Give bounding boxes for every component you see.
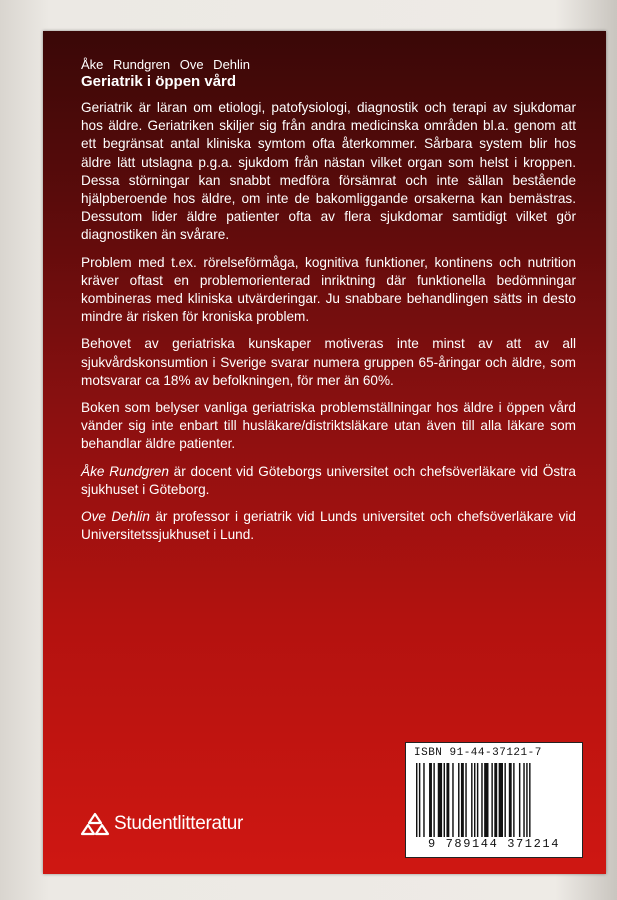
author-bio-text: är docent vid Göteborgs universitet och chefsöverläkare vid Östra sjukhuset i Göteborg. [81, 463, 576, 497]
barcode-bar [465, 763, 466, 837]
author-name: Åke Rundgren [81, 463, 169, 479]
authors: Åke Rundgren Ove Dehlin [81, 57, 251, 72]
paragraph-intro: Geriatrik är läran om etiologi, patofysiologi, diagnostik och terapi av sjukdomar hos äldre. Geriatriken skiljer sig från andra medicinska områden bl.a. genom att ett begränsat antal kliniska symtom ofta återkommer. Sårbara system blir hos äldre lätt utslagna p.g.a. sjukdom från nästan vilket organ som helst i kroppen. Dessa störningar kan snabbt medföra försämrat och inte sällan bestående hjälpberoende hos äldre, om inte de bakomliggande orsakerna kan bemästras. Dessutom lider äldre patienter ofta av flera sjukdomar samtidigt vilket gör diagnostiken än svårare. [81, 100, 576, 243]
barcode-bar [438, 763, 442, 837]
barcode-bar [519, 763, 520, 837]
barcode-bar [444, 763, 445, 837]
barcode-bar [471, 763, 472, 837]
studentlitteratur-logo-icon [80, 811, 110, 837]
back-cover [43, 31, 606, 874]
barcode-bar [484, 763, 488, 837]
author-bio-rundgren [81, 463, 576, 499]
barcode-bar [481, 763, 482, 837]
paragraph-audience: Boken som belyser vanliga geriatriska problemställningar hos äldre i öppen vård vänder sig inte enbart till husläkare/distriktsläkare utan även till alla läkare som behandlar äldre patienter. [81, 400, 576, 452]
barcode-bar [452, 763, 453, 837]
barcode-bar [458, 763, 459, 837]
barcode-bar [474, 763, 475, 837]
paragraph-need: Behovet av geriatriska kunskaper motiveras inte minst av att av all sjukvårdskonsumtion i Sverige svarar numera gruppen 65-åringar och äldre, som motsvarar ca 18% av befolkningen, för mer än 60%. [81, 336, 576, 388]
author-bio-text: är professor i geriatrik vid Lunds universitet och chefsöverläkare vid Universitetssjukhuset i Lund. [81, 509, 576, 543]
author-bio-dehlin [81, 508, 576, 544]
barcode-bar [446, 763, 449, 837]
barcode-bar [491, 763, 492, 837]
barcode-bar [529, 763, 530, 837]
barcode-bar [429, 763, 432, 837]
barcode-bar [509, 763, 512, 837]
publisher-mark [80, 811, 243, 837]
barcode-bar [504, 763, 505, 837]
isbn-barcode [405, 742, 583, 858]
barcode-bars [412, 763, 576, 837]
book-title: Geriatrik i öppen vård [81, 73, 237, 90]
barcode-bar [419, 763, 420, 837]
barcode-bar [513, 763, 514, 837]
publisher-name: Studentlitteratur [114, 813, 244, 834]
barcode-bar [523, 763, 524, 837]
barcode-bar [477, 763, 478, 837]
author-name: Ove Dehlin [81, 509, 150, 525]
barcode-bar [416, 763, 417, 837]
barcode-bar [461, 763, 464, 837]
barcode-bar [494, 763, 497, 837]
cover-text [81, 57, 576, 553]
isbn-label: ISBN 91-44-37121-7 [414, 747, 542, 759]
barcode-bar [433, 763, 434, 837]
barcode-bar [499, 763, 503, 837]
paragraph-problems: Problem med t.ex. rörelseförmåga, kognitiva funktioner, kontinens och nutrition kräver oftast en problemorienterad inriktning där funktionella bedömningar kombineras med kliniska utvärderingar. Ju snabbare behandlingen sätts in desto mindre är risken för kroniska problem. [81, 254, 576, 325]
barcode-bar [526, 763, 527, 837]
barcode-bar [423, 763, 424, 837]
ean-digits: 9 789144 371214 [427, 837, 561, 851]
